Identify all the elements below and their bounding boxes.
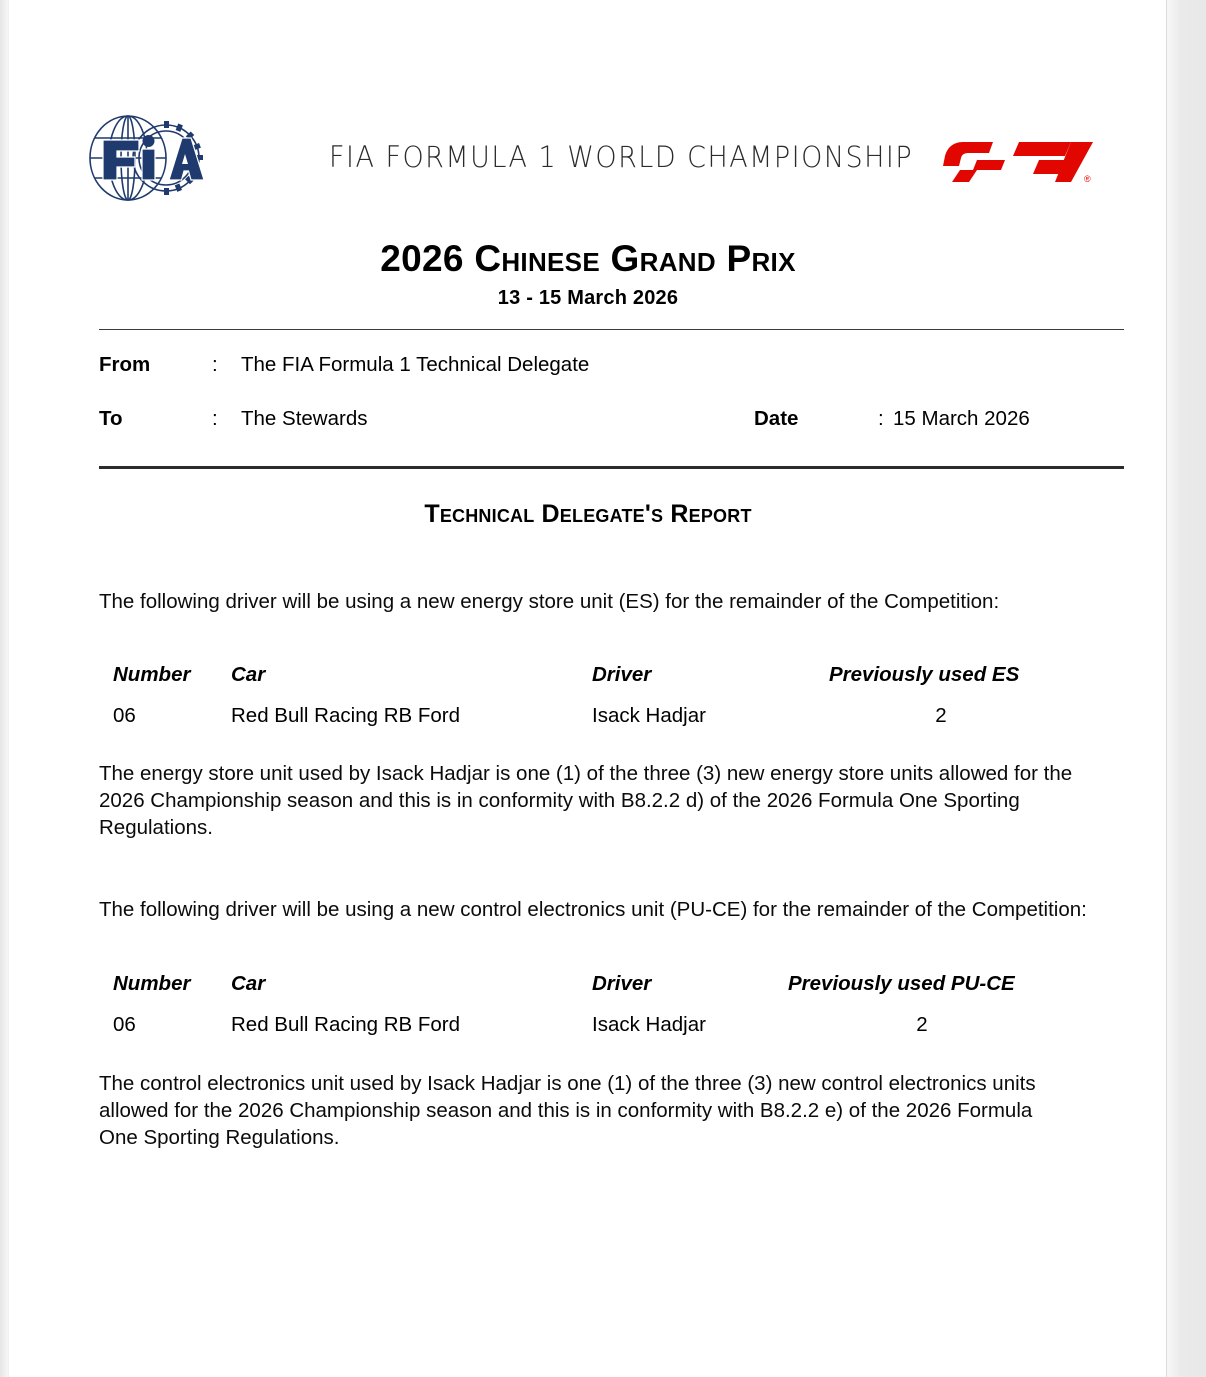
column-header-previously-used-puce: Previously used PU-CE	[788, 972, 1015, 995]
cell-driver: Isack Hadjar	[592, 1013, 706, 1036]
puce-table-header-row	[9, 970, 1167, 1004]
f1-registered-mark: ®	[1084, 174, 1091, 184]
column-header-car: Car	[231, 972, 266, 995]
column-header-number: Number	[113, 663, 191, 686]
divider-bottom	[99, 466, 1124, 469]
cell-car: Red Bull Racing RB Ford	[231, 704, 461, 727]
date-value: 15 March 2026	[893, 407, 1030, 430]
from-label: From	[99, 353, 151, 376]
es-table	[9, 661, 1167, 741]
to-label: To	[99, 407, 123, 430]
column-header-driver: Driver	[592, 663, 652, 686]
table-row	[9, 702, 1167, 736]
f1-logo-icon	[943, 136, 1103, 188]
fia-logo-icon	[81, 110, 213, 206]
cell-previously-used: 2	[935, 704, 947, 727]
from-value: The FIA Formula 1 Technical Delegate	[241, 353, 590, 376]
event-dates: 13 - 15 March 2026	[497, 287, 679, 309]
report-heading: Technical Delegate's Report	[424, 500, 752, 528]
es-table-header-row	[9, 661, 1167, 695]
to-row	[9, 407, 1167, 435]
document-page	[9, 0, 1167, 1377]
column-header-previously-used-es: Previously used ES	[829, 663, 1020, 686]
es-note-paragraph: The energy store unit used by Isack Hadjar is one (1) of the three (3) new energy store units allowed for the 2026 Championship season and this is in conformity with B8.2.2 d) of the 2026 Formula One Sporting Regulations.	[99, 762, 1073, 839]
cell-number: 06	[113, 1013, 136, 1036]
column-header-number: Number	[113, 972, 191, 995]
cell-previously-used: 2	[916, 1013, 928, 1036]
date-colon: :	[878, 407, 884, 430]
from-row	[9, 353, 1167, 381]
cell-driver: Isack Hadjar	[592, 704, 706, 727]
column-header-car: Car	[231, 663, 266, 686]
championship-wordmark: FIA FORMULA 1 WORLD CHAMPIONSHIP	[329, 140, 914, 174]
to-value: The Stewards	[241, 407, 368, 430]
cell-car: Red Bull Racing RB Ford	[231, 1013, 461, 1036]
puce-table	[9, 970, 1167, 1050]
column-header-driver: Driver	[592, 972, 652, 995]
table-row	[9, 1011, 1167, 1045]
divider-top	[99, 329, 1124, 330]
to-colon: :	[212, 407, 218, 430]
cell-number: 06	[113, 704, 136, 727]
es-intro-paragraph: The following driver will be using a new energy store unit (ES) for the remainder of the Competition:	[99, 590, 1000, 613]
page-title: 2026 Chinese Grand Prix	[380, 238, 796, 279]
puce-intro-paragraph: The following driver will be using a new control electronics unit (PU-CE) for the remainder of the Competition:	[99, 898, 1087, 921]
puce-note-paragraph: The control electronics unit used by Isack Hadjar is one (1) of the three (3) new control electronics units allowed for the 2026 Championship season and this is in conformity with B8.2.2 e) of the 2026 Formula One Sporting Regulations.	[99, 1072, 1036, 1149]
page-right-edge-shadow	[1167, 0, 1206, 1377]
document-masthead	[9, 108, 1167, 208]
from-colon: :	[212, 353, 218, 376]
date-label: Date	[754, 407, 799, 430]
page-content	[9, 0, 1167, 1377]
